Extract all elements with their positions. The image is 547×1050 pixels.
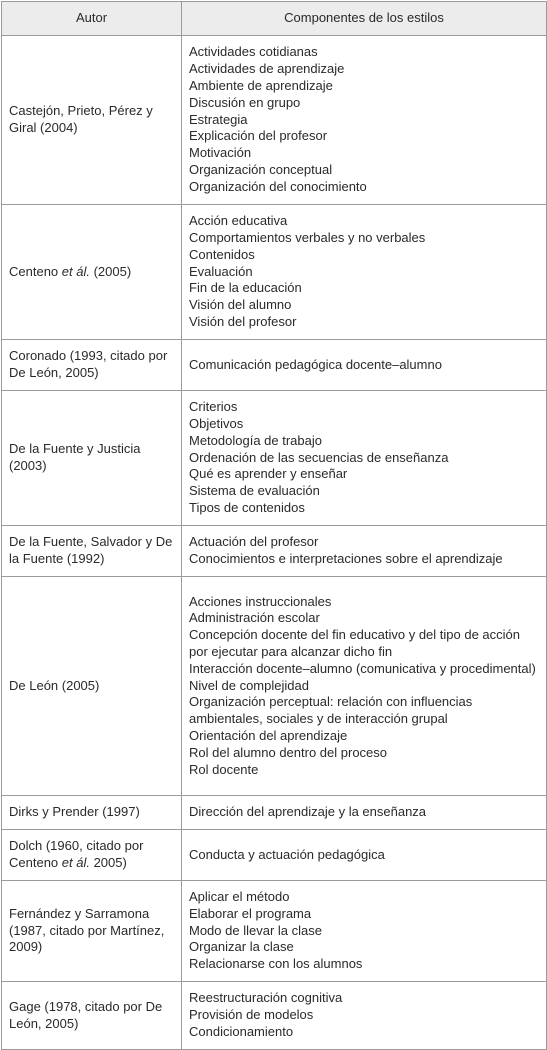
component-item: Organización conceptual xyxy=(189,161,333,177)
author-text: De la Fuente y Justicia (2003) xyxy=(9,441,141,473)
components-cell xyxy=(182,881,547,982)
author-cell xyxy=(2,526,182,577)
author-text: Gage (1978, citado por De León, 2005) xyxy=(9,998,163,1031)
author-text: Dolch (1960, citado por Centeno xyxy=(9,838,144,870)
components-cell xyxy=(182,830,547,881)
author-cell xyxy=(2,205,182,340)
author-text: Fernández y Sarramona (1987, citado por Martínez, 2009) xyxy=(9,905,165,955)
table-row xyxy=(2,796,547,830)
table-row xyxy=(2,881,547,982)
component-item: Conocimientos e interpretaciones sobre el aprendizaje xyxy=(189,551,503,566)
table-row xyxy=(2,36,547,205)
component-item: Organizar la clase xyxy=(189,939,294,955)
author-text: Dirks y Prender (1997) xyxy=(9,804,140,820)
author-text: De León (2005) xyxy=(9,677,100,693)
header-components: Componentes de los estilos xyxy=(182,2,547,36)
component-item: Interacción docente–alumno (comunicativa y procedimental) xyxy=(189,660,536,676)
components-cell xyxy=(182,205,547,340)
component-item: Relacionarse con los alumnos xyxy=(189,956,363,972)
table-row xyxy=(2,526,547,577)
component-item: Rol del alumno dentro del proceso xyxy=(189,744,388,760)
component-item: Discusión en grupo xyxy=(189,94,301,110)
author-cell xyxy=(2,830,182,881)
component-item: Sistema de evaluación xyxy=(189,483,320,499)
component-item: Objetivos xyxy=(189,416,244,431)
components-cell xyxy=(182,796,547,830)
component-item: Ambiente de aprendizaje xyxy=(189,78,333,93)
component-item: Estrategia xyxy=(189,111,248,127)
components-cell xyxy=(182,577,547,796)
component-item: Condicionamiento xyxy=(189,1023,294,1039)
author-text: 2005) xyxy=(89,855,127,870)
author-cell xyxy=(2,577,182,796)
component-item: Nivel de complejidad xyxy=(189,677,309,693)
author-text: Coronado (1993, citado por De León, 2005) xyxy=(9,348,168,380)
component-item: Administración escolar xyxy=(189,610,320,626)
component-item: Comportamientos verbales y no verbales xyxy=(189,230,426,245)
author-text: Castejón, Prieto, Pérez y Giral (2004) xyxy=(9,103,153,135)
author-etal: et ál. xyxy=(61,855,90,870)
author-styles-table xyxy=(1,1,547,1050)
component-item: Actividades de aprendizaje xyxy=(189,61,345,77)
component-item: Visión del profesor xyxy=(189,313,297,329)
header-row xyxy=(2,2,547,36)
component-item: Orientación del aprendizaje xyxy=(189,727,348,743)
author-text: De la Fuente, Salvador y De la Fuente (1992) xyxy=(9,534,173,566)
component-item: Tipos de contenidos xyxy=(189,499,305,515)
component-item: Organización del conocimiento xyxy=(189,178,367,194)
header-author: Autor xyxy=(2,2,182,36)
component-item: Metodología de trabajo xyxy=(189,432,322,448)
component-item: Comunicación pedagógica docente–alumno xyxy=(189,356,442,372)
author-cell xyxy=(2,796,182,830)
component-item: Aplicar el método xyxy=(189,889,290,904)
component-item: Acciones instruccionales xyxy=(189,593,332,609)
component-item: Elaborar el programa xyxy=(189,905,312,921)
component-item: Actividades cotidianas xyxy=(189,44,318,60)
table-row xyxy=(2,577,547,796)
component-item: Qué es aprender y enseñar xyxy=(189,466,348,482)
author-text: Centeno xyxy=(9,263,62,279)
table-row xyxy=(2,830,547,881)
component-item: Modo de llevar la clase xyxy=(189,922,322,938)
table-row xyxy=(2,340,547,391)
components-cell xyxy=(182,982,547,1050)
component-item: Ordenación de las secuencias de enseñanza xyxy=(189,449,449,465)
components-cell xyxy=(182,391,547,526)
author-cell xyxy=(2,391,182,526)
component-item: Reestructuración cognitiva xyxy=(189,990,343,1006)
components-cell xyxy=(182,340,547,391)
component-item: Evaluación xyxy=(189,263,253,279)
components-cell xyxy=(182,526,547,577)
author-cell xyxy=(2,340,182,391)
table-row xyxy=(2,982,547,1050)
components-cell xyxy=(182,36,547,205)
component-item: Visión del alumno xyxy=(189,297,292,313)
author-cell xyxy=(2,982,182,1050)
author-etal: et ál. xyxy=(61,263,90,279)
author-cell xyxy=(2,881,182,982)
component-item: Criterios xyxy=(189,399,238,415)
component-item: Provisión de modelos xyxy=(189,1007,314,1023)
component-item: Acción educativa xyxy=(189,213,288,229)
component-item: Actuación del profesor xyxy=(189,534,319,550)
component-item: Contenidos xyxy=(189,246,255,262)
table-row xyxy=(2,205,547,340)
author-cell xyxy=(2,36,182,205)
component-item: Dirección del aprendizaje y la enseñanza xyxy=(189,804,427,820)
component-item: Rol docente xyxy=(189,761,259,777)
component-item: Motivación xyxy=(189,145,252,161)
component-item: Conducta y actuación pedagógica xyxy=(189,846,385,862)
component-item: Concepción docente del fin educativo y del tipo de acción por ejecutar para alcanzar dicho fin xyxy=(189,627,520,659)
author-text: (2005) xyxy=(89,263,132,279)
component-item: Organización perceptual: relación con influencias ambientales, sociales y de interacción grupal xyxy=(189,694,473,727)
component-item: Fin de la educación xyxy=(189,280,302,296)
table-row xyxy=(2,391,547,526)
component-item: Explicación del profesor xyxy=(189,128,328,144)
